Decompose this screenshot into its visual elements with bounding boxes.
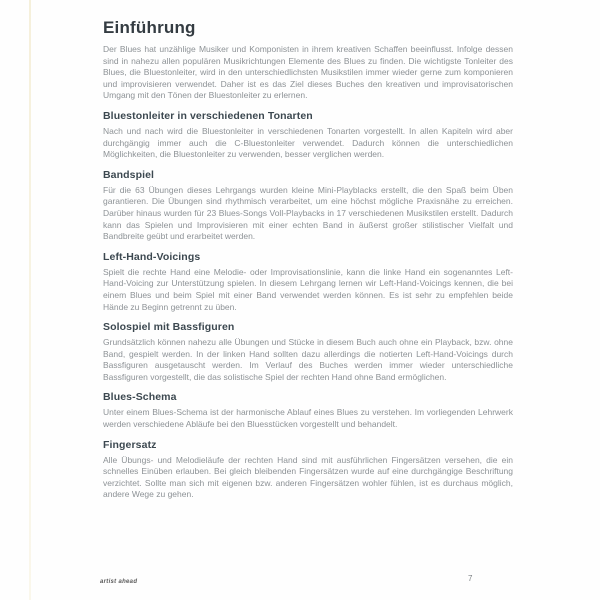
section-body: Unter einem Blues-Schema ist der harmonische Ablauf eines Blues zu verstehen. Im vorliegenden Lehrwerk werden verschiedene Abläufe bei den Bluesstücken vorgestellt und behandelt. [103, 407, 513, 430]
section-body: Spielt die rechte Hand eine Melodie- oder Improvisationslinie, kann die linke Hand ein sogenanntes Left-Hand-Voicing zur Unterstützung spielen. In diesem Lehrgang lernen wir Left-Hand-Voicings kennen, die bei einem Blues und beim Spiel mit einer Band verwendet werden können. Es ist sehr zu empfehlen beide Hände zu Beginn getrennt zu üben. [103, 266, 513, 312]
section-solospiel [103, 321, 513, 383]
section-heading: Bluestonleiter in verschiedenen Tonarten [103, 109, 313, 122]
section-heading: Fingersatz [103, 438, 157, 451]
page-content [103, 18, 513, 501]
section-blues-schema [103, 391, 513, 430]
section-body: Für die 63 Übungen dieses Lehrgangs wurden kleine Mini-Playblacks erstellt, die den Spaß beim Üben garantieren. Die Übungen sind rhythmisch verarbeitet, um eine höchst mögliche Praxisnähe zu erreichen. Darüber hinaus wurden für 23 Blues-Songs Voll-Playbacks in 17 verschiedenen Musikstilen erstellt. Dadurch kann das Spielen und Improvisieren mit einer echten Band in äußerst großer stilistischer Vielfalt und Bandbreite geübt und erarbeitet werden. [103, 184, 513, 242]
page-title: Einführung [103, 18, 196, 37]
page-number: 7 [468, 574, 473, 583]
page-left-edge [29, 0, 31, 600]
section-heading: Blues-Schema [103, 391, 177, 404]
section-bandspiel [103, 169, 513, 243]
section-heading: Bandspiel [103, 168, 155, 181]
publisher-logo-text: artist ahead [100, 579, 138, 585]
section-heading: Solospiel mit Bassfiguren [103, 321, 235, 334]
section-body: Grundsätzlich können nahezu alle Übungen und Stücke in diesem Buch auch ohne ein Playback, bzw. ohne Band, gespielt werden. In der linken Hand sollten dazu allerdings die notierten Left-Hand-Voicings durch Bassfiguren ausgetauscht werden. Im Verlauf des Buches werden immer wieder unterschiedliche Bassfiguren vorgestellt, die das solistische Spiel der rechten Hand ohne Band ermöglichen. [103, 337, 513, 382]
section-bluestonleiter [103, 110, 513, 161]
section-fingersatz [103, 439, 513, 501]
section-body: Alle Übungs- und Melodieläufe der rechten Hand sind mit ausführlichen Fingersätzen versehen, die ein schnelles Einüben erlauben. Bei gleich bleibenden Fingersätzen wurde auf eine durchgängige Beschriftung verzichtet. Sollte man sich mit eigenen bzw. anderen Fingersätzen wohler fühlen, ist es durchaus möglich, andere Wege zu gehen. [103, 454, 513, 500]
section-heading: Left-Hand-Voicings [103, 250, 201, 263]
section-left-hand-voicings [103, 251, 513, 313]
section-body: Nach und nach wird die Bluestonleiter in verschiedenen Tonarten vorgestellt. In allen Kapiteln wird aber durchgängig immer auch die C-Bluestonleiter verwendet. Dadurch können die unterschiedlichen Möglichkeiten, die Bluestonleiter zu verwenden, besser verglichen werden. [103, 125, 513, 160]
intro-paragraph: Der Blues hat unzählige Musiker und Komponisten in ihrem kreativen Schaffen beeinflusst. Infolge dessen sind in nahezu allen populären Musikrichtungen Elemente des Blues zu finden. Die wichtigste Tonleiter des Blues, die Bluestonleiter, wird in den unterschiedlichsten Musikstilen immer wieder gerne zum komponieren und improvisieren verwendet. Daher ist es das Ziel dieses Buches den kreativen und improvisatorischen Umgang mit den Tönen der Bluestonleiter zu erlernen. [103, 44, 513, 101]
